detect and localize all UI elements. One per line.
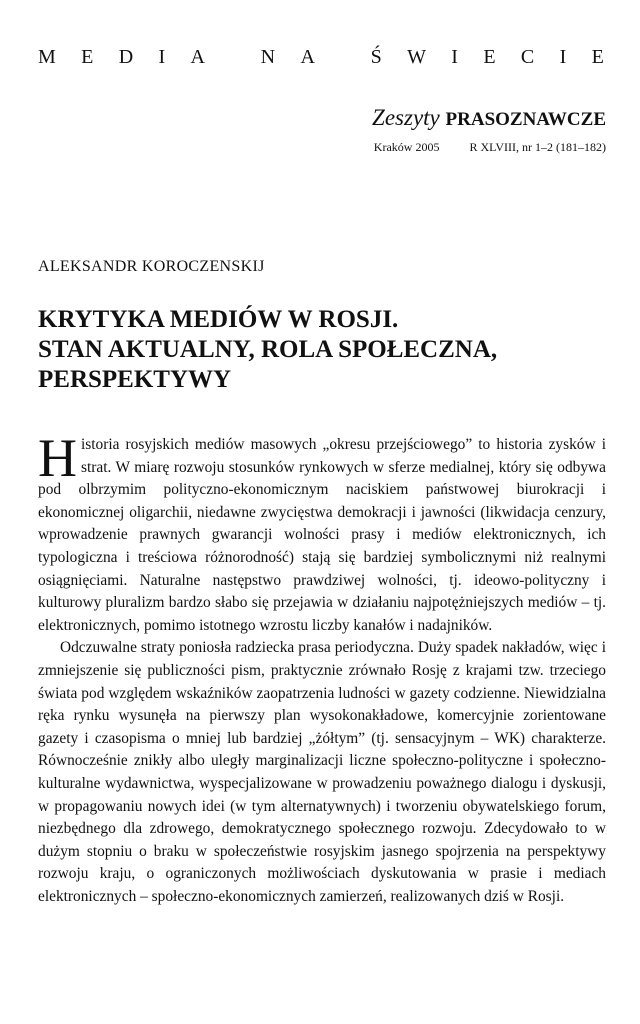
paragraph-1	[38, 428, 606, 637]
journal-title	[372, 104, 606, 134]
journal-volume: R XLVIII, nr 1–2 (181–182)	[469, 140, 606, 154]
title-line: KRYTYKA MEDIÓW W ROSJI.	[38, 306, 399, 333]
header-letter: I	[559, 46, 567, 68]
header-letter: E	[81, 46, 94, 68]
header-letter: A	[190, 46, 205, 68]
section-header	[38, 46, 604, 69]
header-letter: Ś	[370, 46, 382, 68]
journal-title-bold: PRASOZNAWCZE	[445, 109, 606, 130]
header-letter: D	[118, 46, 134, 68]
title-line: PERSPEKTYWY	[38, 366, 232, 393]
header-letter: E	[483, 46, 496, 68]
header-gap	[340, 46, 345, 69]
header-gap	[230, 46, 235, 69]
drop-cap: H	[38, 428, 77, 488]
header-letter: N	[260, 46, 276, 68]
paragraph-2: Odczuwalne straty poniosła radziecka prasa periodyczna. Duży spadek nakładów, więc i zmniejszenie się publiczności pism, praktycznie zrównało Rosję z krajami tzw. trzeciego świata pod względem wskaźników zaopatrzenia ludności w gazety codzienne. Niewidzialna ręka rynku wysunęła na pierwszy plan wysokonakładowe, komercyjnie zorientowane gazety i czasopisma o mniej lub bardziej „żółtym” (tj. sensacyjnym – WK) charakterze. Równocześnie znikły albo uległy marginalizacji liczne społeczno-polityczne i społeczno-kulturalne wydawnictwa, wyspecjalizowane w prowadzeniu poważnego dialogu i dyskusji, w propagowaniu nowych idei (w tym alternatywnych) i tworzeniu obywatelskiego forum, niezbędnego dla zdrowego, demokratycznego społecznego rozwoju. Zdecydowało to w dużym stopniu o braku w społeczeństwie rosyjskim jasnego spojrzenia na perspektywy rozwoju kraju, o ograniczonych możliwościach dyskutowania w prasie i mediach elektronicznych – społeczno-ekonomicznych zamierzeń, realizowanych dziś w Rosji.	[38, 639, 606, 905]
header-letter: C	[520, 46, 535, 68]
journal-title-italic: Zeszyty	[372, 105, 440, 130]
title-line: STAN AKTUALNY, ROLA SPOŁECZNA,	[38, 336, 498, 363]
header-letter: M	[38, 46, 56, 68]
article-body	[38, 428, 606, 908]
header-letter: A	[300, 46, 315, 68]
author-name: ALEKSANDR KOROCZENSKIJ	[38, 258, 265, 275]
header-letter: W	[407, 46, 426, 68]
journal-place-year: Kraków 2005	[373, 140, 440, 154]
header-letter: I	[451, 46, 458, 68]
header-letter: I	[158, 46, 166, 68]
journal-info	[372, 104, 606, 155]
journal-meta	[372, 140, 606, 155]
header-letter: E	[591, 46, 604, 68]
paragraph-1-text: istoria rosyjskich mediów masowych „okresu przejściowego” to historia zysków i strat. W miarę rozwoju stosunków rynkowych w sferze medialnej, który się odbywa pod olbrzymim polityczno-ekonomicznym naciskiem państwowej biurokracji i ekonomicznej oligarchii, niedawne zwycięstwa demokracji i jawności (likwidacja cenzury, wprowadzenie prawnych gwarancji wolności prasy i mediów elektronicznych, ich typologiczna i treściowa różnorodność) stają się bardziej symbolicznymi niż realnymi osiągnięciami. Naturalne następstwo prawdziwej wolności, tj. ideowo-polityczny i kulturowy pluralizm bardzo słabo się przejawia w działaniu najpotężniejszych mediów – tj. elektronicznych, pomimo istotnego wzrostu liczby kanałów i nadajników.	[38, 436, 606, 634]
article-title	[38, 305, 608, 395]
